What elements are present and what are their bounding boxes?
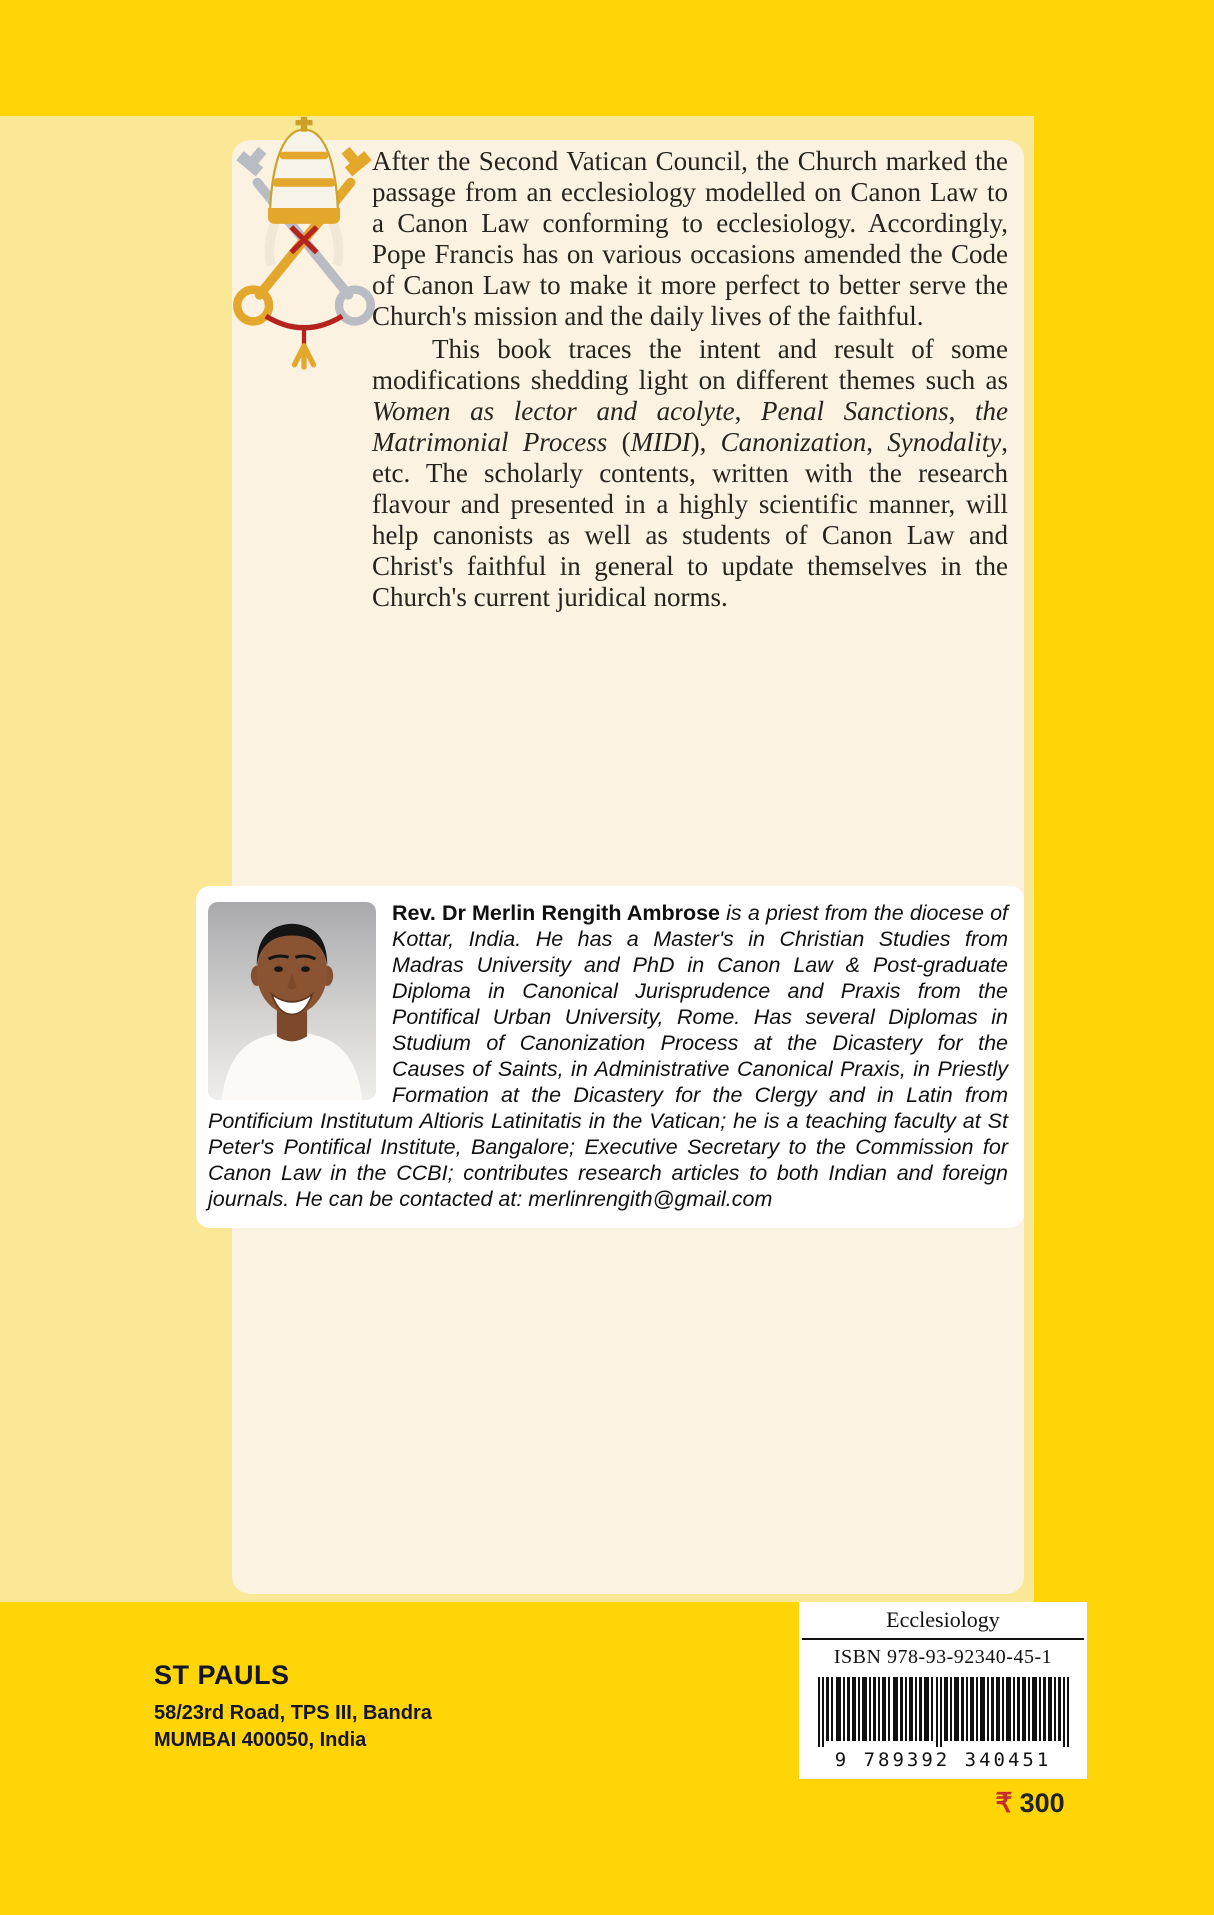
rupee-symbol: ₹ (995, 1788, 1013, 1818)
emphasized-term: Penal Sanctions (760, 396, 949, 426)
text-run: ( (607, 427, 631, 457)
emphasized-term: Synodality (887, 427, 1002, 457)
author-bio-box (196, 886, 1024, 1228)
text-run: , (948, 396, 976, 426)
barcode-icon (818, 1677, 1069, 1747)
barcode-panel (799, 1602, 1087, 1779)
author-bio-body: is a priest from the diocese of Kottar, India. He has a Master's in Christian Studies from Madras University and PhD in Canon Law & Post-graduate Diploma in Canonical Jurisprudence and Praxis from the Pontifical Urban University, Rome. Has several Diplomas in Studium of Canonization Process at the Dicastery for the Causes of Saints, in Administrative Canonical Praxis, in Priestly Formation at the Dicastery for the Clergy and in Latin from Pontificium Institutum Altioris Latinitatis in the Vatican; he is a teaching faculty at St Peter's Pontifical Institute, Bangalore; Executive Secretary to the Commission for Canon Law in the CCBI; contributes research articles to both Indian and foreign journals. He can be contacted at: merlinrengith@gmail.com (208, 901, 1008, 1211)
emphasized-term: MIDI (630, 427, 691, 457)
author-name: Rev. Dr Merlin Rengith Ambrose (392, 901, 721, 925)
author-photo (208, 902, 376, 1100)
publisher-block (154, 1660, 432, 1754)
text-run: ), (690, 427, 721, 457)
synopsis-text (372, 146, 1008, 613)
price-value: 300 (1019, 1788, 1065, 1818)
isbn-label: ISBN 978-93-92340-45-1 (833, 1646, 1053, 1668)
category-label: Ecclesiology (802, 1607, 1084, 1640)
emphasized-term: the Matrimonial Process (372, 396, 1009, 457)
text-run: , etc. The scholarly contents, written with the research flavour and presented in a highly scientific manner, will help canonists as well as students of Canon Law and Christ's faithful in general to update themselves in the Church's current juridical norms. (372, 427, 1009, 612)
emphasized-term: Canonization (720, 427, 867, 457)
publisher-address-line2: MUMBAI 400050, India (154, 1729, 367, 1751)
publisher-name: ST PAULS (154, 1660, 290, 1690)
text-run: , (734, 396, 761, 426)
emphasized-term: Women as lector and acolyte (372, 396, 735, 426)
barcode-digits: 9 789392 340451 (834, 1749, 1052, 1771)
text-run: , (866, 427, 888, 457)
publisher-address-line1: 58/23rd Road, TPS III, Bandra (154, 1702, 432, 1724)
text-run: This book traces the intent and result of some modifications shedding light on different themes such as (372, 334, 1008, 395)
synopsis-paragraph-1: After the Second Vatican Council, the Church marked the passage from an ecclesiology modelled on Canon Law to a Canon Law conforming to ecclesiology. Accordingly, Pope Francis has on various occasions amended the Code of Canon Law to make it more perfect to better serve the Church's mission and the daily lives of the faithful. (372, 146, 1008, 331)
synopsis-paragraph-2 (372, 334, 1008, 613)
price-label (950, 1788, 1110, 1819)
